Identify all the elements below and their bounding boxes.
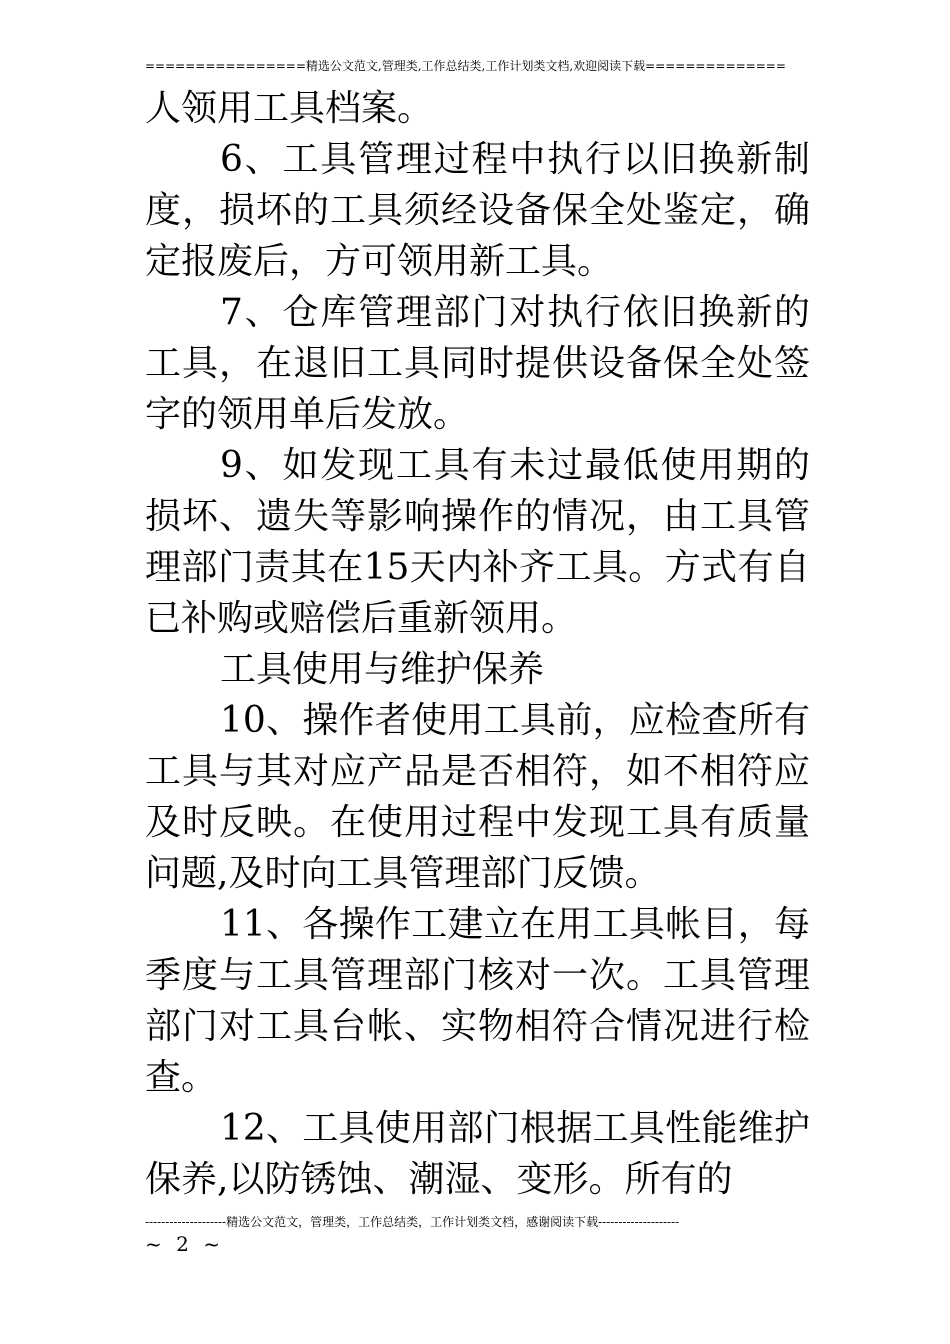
page-number: ~ 2 ~: [145, 1232, 224, 1256]
paragraph-item-6: 6、工具管理过程中执行以旧换新制度，损坏的工具须经设备保全处鉴定，确定报废后，方可领用新工具。: [145, 139, 810, 282]
paragraph-item-11: 11、各操作工建立在用工具帐目，每季度与工具管理部门核对一次。工具管理部门对工具台帐、实物相符合情况进行检查。: [145, 904, 810, 1098]
paragraph-item-7: 7、仓库管理部门对执行依旧换新的工具，在退旧工具同时提供设备保全处签字的领用单后发放。: [145, 292, 810, 435]
footer-banner: --------------------精选公文范文，管理类，工作总结类，工作计划类文档，感谢阅读下载--------------------: [145, 1215, 680, 1229]
paragraph-continuation: 人领用工具档案。: [145, 88, 434, 129]
paragraph-item-9: 9、如发现工具有未过最低使用期的损坏、遗失等影响操作的情况，由工具管理部门责其在15天内补齐工具。方式有自已补购或赔偿后重新领用。: [145, 445, 810, 639]
document-body: [145, 83, 810, 1205]
paragraph-item-12: 12、工具使用部门根据工具性能维护保养,以防锈蚀、潮湿、变形。所有的: [145, 1108, 810, 1200]
header-banner: ================精选公文范文,管理类,工作总结类,工作计划类文档,欢迎阅读下载==============: [145, 59, 786, 73]
paragraph-item-10: 10、操作者使用工具前，应检查所有工具与其对应产品是否相符，如不相符应及时反映。在使用过程中发现工具有质量问题,及时向工具管理部门反馈。: [145, 700, 810, 894]
section-heading: 工具使用与维护保养: [220, 649, 545, 690]
